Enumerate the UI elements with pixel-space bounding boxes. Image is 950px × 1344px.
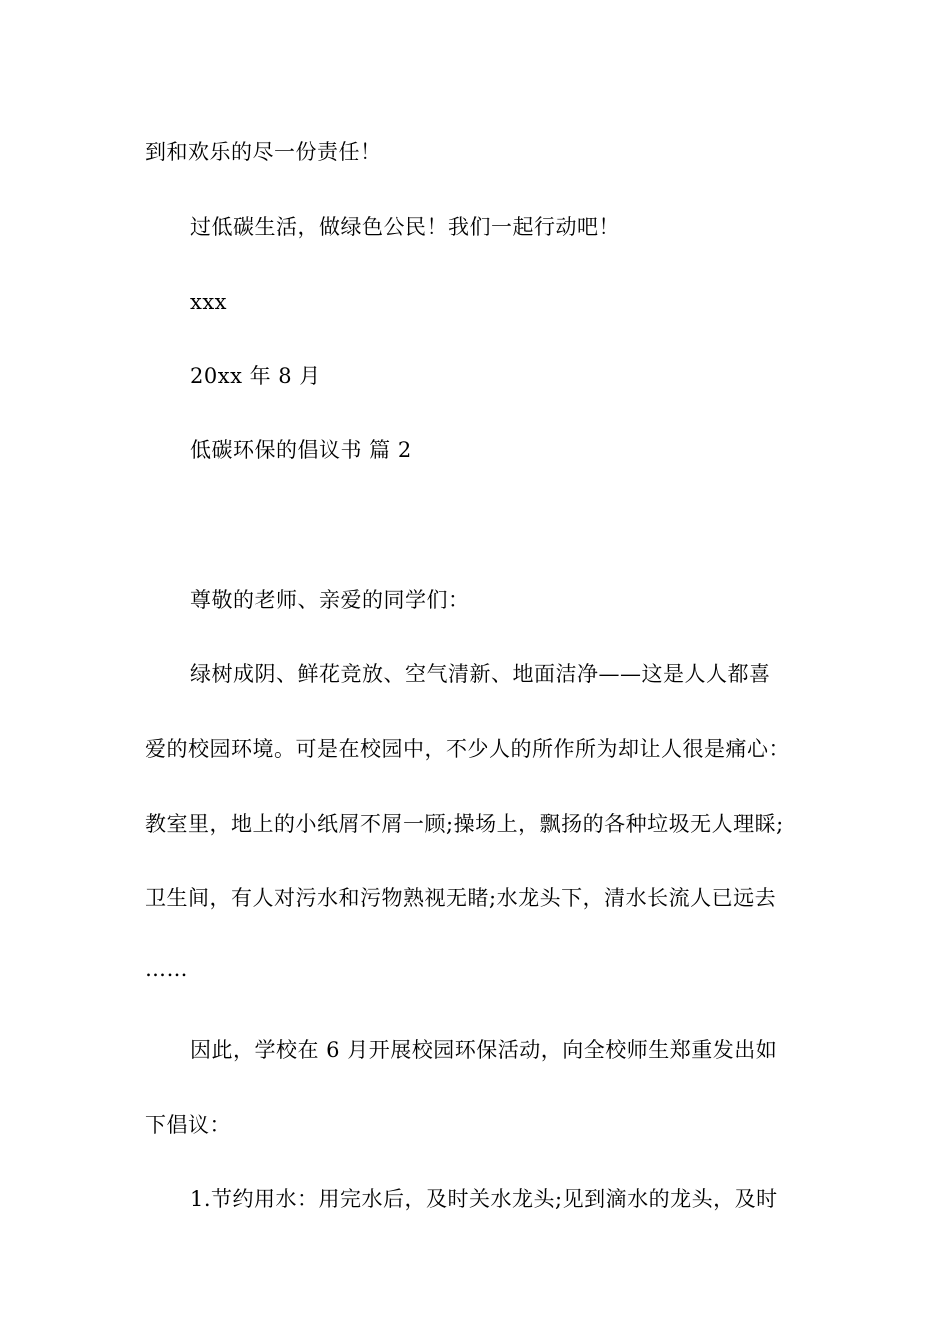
paragraph-slogan: 过低碳生活，做绿色公民！我们一起行动吧！ — [190, 215, 620, 239]
paragraph-line: 卫生间，有人对污水和污物熟视无睹;水龙头下，清水长流人已远去 — [145, 886, 777, 910]
list-item: 1.节约用水：用完水后，及时关水龙头;见到滴水的龙头，及时 — [190, 1187, 778, 1211]
paragraph-line: 爱的校园环境。可是在校园中，不少人的所作所为却让人很是痛心： — [145, 737, 790, 761]
salutation: 尊敬的老师、亲爱的同学们： — [190, 588, 470, 612]
paragraph-continuation: 到和欢乐的尽一份责任！ — [145, 140, 382, 164]
paragraph-line: 绿树成阴、鲜花竞放、空气清新、地面洁净——这是人人都喜 — [190, 662, 771, 686]
paragraph-line: 下倡议： — [145, 1113, 231, 1137]
paragraph-line: …… — [145, 957, 188, 981]
signature-name: xxx — [190, 290, 228, 314]
section-heading: 低碳环保的倡议书 篇 2 — [190, 438, 412, 462]
paragraph-line: 因此，学校在 6 月开展校园环保活动，向全校师生郑重发出如 — [190, 1038, 778, 1062]
signature-date: 20xx 年 8 月 — [190, 364, 321, 388]
paragraph-line: 教室里，地上的小纸屑不屑一顾;操场上，飘扬的各种垃圾无人理睬; — [145, 812, 784, 836]
